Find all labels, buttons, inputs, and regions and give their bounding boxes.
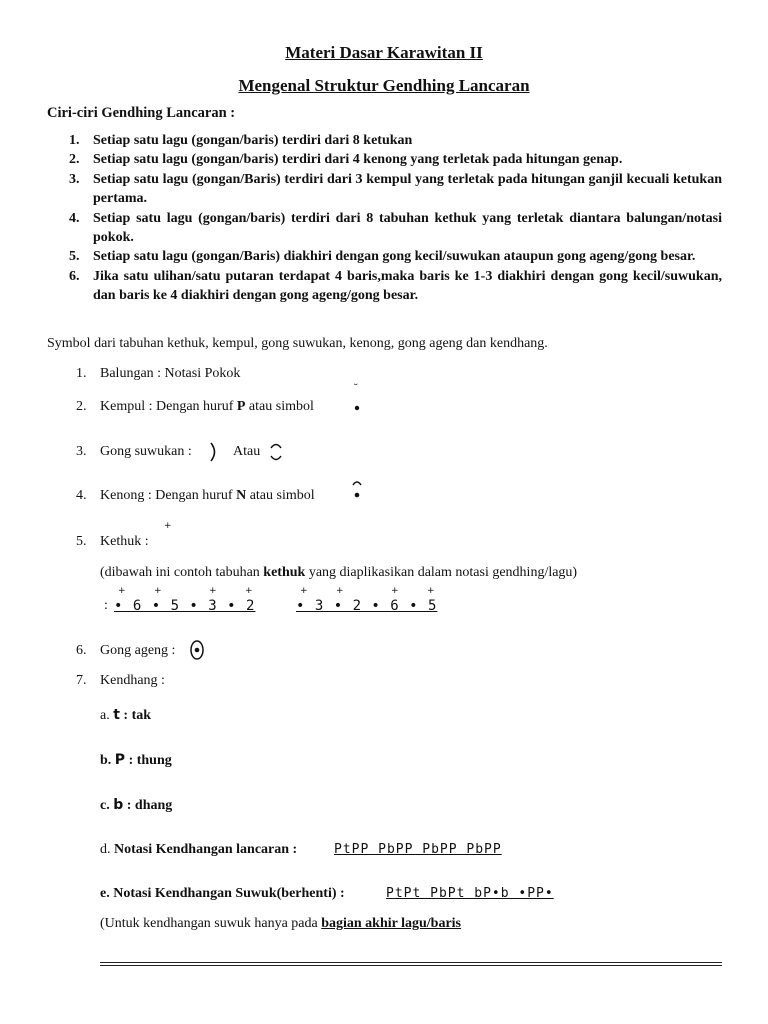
item-gong-ageng: 6. Gong ageng : xyxy=(76,643,176,658)
item-kendhang: 7. Kendhang : xyxy=(76,673,165,688)
rule-item: 4. Setiap satu lagu (gongan/baris) terdiri dari 8 tabuhan kethuk yang terletak diantara balungan/notasi pokok. xyxy=(69,210,722,246)
kethuk-plus-icon: + xyxy=(245,586,253,596)
gong-suwukan-or: Atau xyxy=(233,444,261,459)
kethuk-notation-group-1: • 6 • 5 • 3 • 2 xyxy=(114,598,256,614)
kendhang-dhang: c. b : dhang xyxy=(100,797,173,813)
kethuk-plus-icon: + xyxy=(209,586,217,596)
kempul-mark-icon: ˘ xyxy=(353,382,359,395)
kethuk-plus-icon: + xyxy=(427,586,435,596)
kethuk-notation-group-2: • 3 • 2 • 6 • 5 xyxy=(296,598,438,614)
kendhang-suwuk: e. Notasi Kendhangan Suwuk(berhenti) : xyxy=(100,886,345,901)
kethuk-plus-icon: + xyxy=(336,586,344,596)
kethuk-plus-icon: + xyxy=(154,586,162,596)
section-heading: Ciri-ciri Gendhing Lancaran : xyxy=(47,105,236,121)
footer-divider xyxy=(100,962,722,963)
kendhang-lancaran: d. Notasi Kendhangan lancaran : xyxy=(100,842,298,857)
kendhang-lancaran-notation: PtPP PbPP PbPP PbPP xyxy=(334,842,502,857)
kendhang-suwuk-notation: PtPt PbPt bP•b •PP• xyxy=(386,886,554,901)
rule-item: 6. Jika satu ulihan/satu putaran terdapat 4 baris,maka baris ke 1-3 diakhiri dengan gong kecil/suwukan, dan baris ke 4 diakhiri dengan gong ageng/gong besar. xyxy=(69,268,722,304)
kendhang-thung: b. P : thung xyxy=(100,752,172,768)
kenong-symbol-icon xyxy=(350,476,364,502)
kendhang-tak: a. t : tak xyxy=(100,707,152,723)
gong-suwukan-arc-icon xyxy=(269,440,283,464)
gong-suwukan-bracket-icon xyxy=(208,441,220,463)
page-title: Materi Dasar Karawitan II xyxy=(285,43,483,62)
item-kenong: 4. Kenong : Dengan huruf N atau simbol xyxy=(76,488,315,503)
symbol-intro: Symbol dari tabuhan kethuk, kempul, gong suwukan, kenong, gong ageng dan kendhang. xyxy=(47,336,548,351)
rule-item: 2. Setiap satu lagu (gongan/baris) terdiri dari 4 kenong yang terletak pada hitungan genap. xyxy=(69,152,623,168)
item-kempul: 2. Kempul : Dengan huruf P atau simbol xyxy=(76,399,314,414)
footer-divider xyxy=(100,965,722,966)
item-kethuk: 5. Kethuk : xyxy=(76,534,149,549)
kethuk-plus-icon: + xyxy=(391,586,399,596)
kethuk-plus-icon: + xyxy=(118,586,126,596)
kethuk-example-caption: (dibawah ini contoh tabuhan kethuk yang diaplikasikan dalam notasi gendhing/lagu) xyxy=(100,565,578,580)
kethuk-plus-icon: + xyxy=(300,586,308,596)
rule-item: 1. Setiap satu lagu (gongan/baris) terdiri dari 8 ketukan xyxy=(69,133,413,148)
rules-list xyxy=(47,131,722,306)
rule-item: 3. Setiap satu lagu (gongan/Baris) terdiri dari 3 kempul yang terletak pada hitungan ganjil kecuali ketukan pertama. xyxy=(69,171,722,207)
rule-item: 5. Setiap satu lagu (gongan/Baris) diakhiri dengan gong kecil/suwukan ataupun gong ageng/gong besar. xyxy=(69,249,696,265)
kethuk-plus-icon: + xyxy=(164,521,172,531)
item-gong-suwukan: 3. Gong suwukan : xyxy=(76,444,192,459)
item-balungan: 1. Balungan : Notasi Pokok xyxy=(76,366,241,381)
dot-icon xyxy=(350,401,364,415)
kethuk-notation-lead: : xyxy=(104,598,108,613)
gong-ageng-icon xyxy=(189,639,205,661)
kempul-symbol xyxy=(350,383,364,419)
page-subtitle: Mengenal Struktur Gendhing Lancaran xyxy=(238,76,530,95)
kendhang-suwuk-note: (Untuk kendhangan suwuk hanya pada bagian akhir lagu/baris xyxy=(100,916,462,931)
